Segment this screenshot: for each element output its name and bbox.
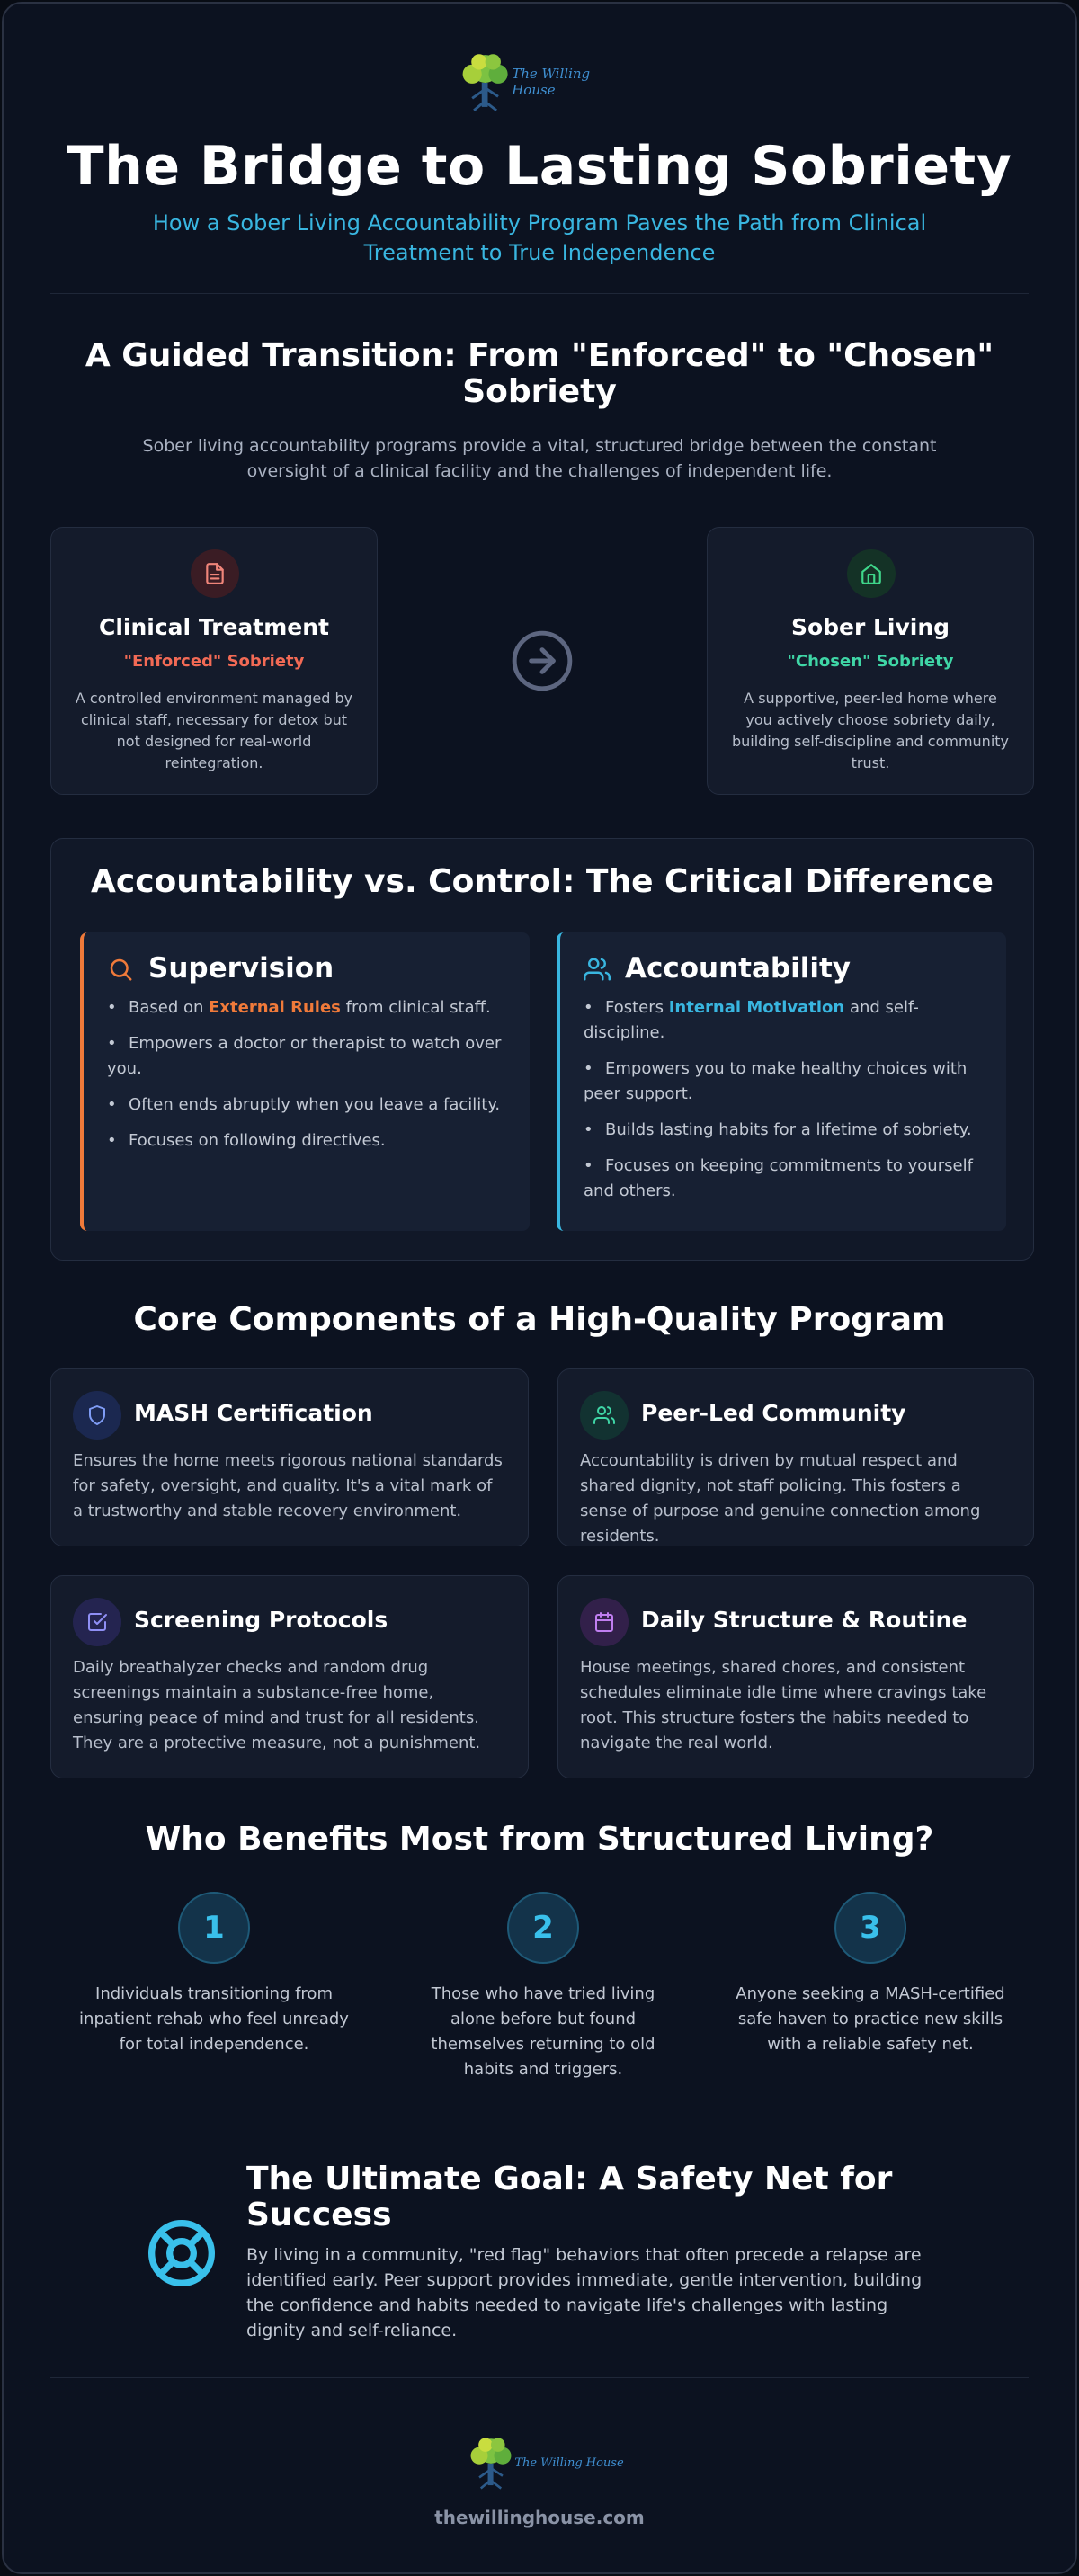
- page-subtitle: How a Sober Living Accountability Program Paves the Path from Clinical Treatment to True Independence: [152, 210, 927, 265]
- clinical-treatment-card: [50, 527, 378, 795]
- supervision-title: Supervision: [148, 952, 334, 985]
- list-item: • Fosters Internal Motivation and self-discipline.: [584, 998, 919, 1042]
- clinical-description: A controlled environment managed by clinical staff, necessary for detox but not designed for real-world reintegration.: [75, 690, 353, 771]
- accountability-list: [584, 995, 994, 1215]
- comparison-section: [50, 838, 1034, 1261]
- component-card-screening: [50, 1575, 529, 1778]
- sober-title: Sober Living: [790, 614, 950, 640]
- divider: [50, 2377, 1029, 2378]
- sober-description: A supportive, peer-led home where you actively choose sobriety daily, building self-discipline and community trust.: [731, 690, 1010, 771]
- component-description: House meetings, shared chores, and consistent schedules eliminate idle time where cravings take root. This structure fosters the habits needed to navigate the real world.: [580, 1658, 987, 1752]
- component-description: Accountability is driven by mutual respect and shared dignity, not staff policing. This fosters a sense of purpose and genuine connection among residents.: [580, 1451, 981, 1546]
- footer-url[interactable]: thewillinghouse.com: [434, 2507, 645, 2528]
- accountability-panel: [557, 932, 1006, 1231]
- home-icon: [847, 549, 896, 598]
- goal-description: By living in a community, "red flag" behaviors that often precede a relapse are identified early. Peer support provides immediate, gentle intervention, building the confidence and habits needed to navigate life's challenges with lasting dignity and self-reliance.: [246, 2245, 923, 2340]
- component-card-structure: [557, 1575, 1034, 1778]
- divider: [50, 293, 1029, 294]
- list-item: • Focuses on following directives.: [107, 1131, 386, 1150]
- sober-subtitle: "Chosen" Sobriety: [787, 652, 954, 671]
- list-item: • Based on External Rules from clinical staff.: [107, 998, 491, 1017]
- footer-logo: [462, 2433, 624, 2492]
- clinical-title: Clinical Treatment: [99, 614, 329, 640]
- arrow-right-circle-icon: [509, 628, 575, 694]
- tree-icon: [453, 49, 517, 115]
- page-title: The Bridge to Lasting Sobriety: [67, 135, 1012, 198]
- check-square-icon: [73, 1598, 121, 1646]
- supervision-panel: [80, 932, 530, 1231]
- document-icon: [191, 549, 239, 598]
- logo-wordmark: The Willing House: [514, 2456, 624, 2470]
- component-card-peer: [557, 1368, 1034, 1546]
- users-icon: [584, 956, 611, 983]
- benefit-number: 2: [507, 1892, 579, 1964]
- transition-lead: Sober living accountability programs provide a vital, structured bridge between the constant oversight of a clinical facility and the challenges of independent life.: [142, 436, 937, 481]
- transition-heading: A Guided Transition: From "Enforced" to "Chosen" Sobriety: [85, 337, 994, 410]
- logo-wordmark: The Willing House: [512, 66, 591, 98]
- list-item: • Focuses on keeping commitments to yourself and others.: [584, 1156, 973, 1200]
- list-item: • Builds lasting habits for a lifetime of sobriety.: [584, 1120, 972, 1139]
- clinical-subtitle: "Enforced" Sobriety: [123, 652, 305, 671]
- components-heading: Core Components of a High-Quality Program: [133, 1301, 946, 1338]
- list-item: • Empowers you to make healthy choices with peer support.: [584, 1059, 968, 1103]
- calendar-icon: [580, 1598, 629, 1646]
- comparison-heading: Accountability vs. Control: The Critical Difference: [91, 863, 994, 900]
- shield-icon: [73, 1391, 121, 1440]
- sober-living-card: [707, 527, 1034, 795]
- accountability-title: Accountability: [625, 952, 852, 985]
- infographic-frame: [2, 2, 1077, 2574]
- tree-icon: [462, 2434, 520, 2491]
- component-description: Daily breathalyzer checks and random drug screenings maintain a substance-free home, ensuring peace of mind and trust for all residents. They are a protective measure, not a punishment.: [73, 1658, 481, 1752]
- header-logo: [453, 49, 633, 115]
- goal-title: The Ultimate Goal: A Safety Net for Success: [246, 2161, 893, 2233]
- life-buoy-icon: [146, 2217, 218, 2289]
- component-card-mash: [50, 1368, 529, 1546]
- benefit-description: Those who have tried living alone before but found themselves returning to old habits and triggers.: [431, 1984, 655, 2079]
- component-description: Ensures the home meets rigorous national standards for safety, oversight, and quality. It's a vital mark of a trustworthy and stable recovery environment.: [73, 1451, 503, 1520]
- users-icon: [580, 1391, 629, 1440]
- search-icon: [107, 956, 134, 983]
- component-title: Screening Protocols: [134, 1607, 388, 1633]
- supervision-list: [107, 995, 517, 1164]
- component-title: Daily Structure & Routine: [641, 1607, 968, 1633]
- benefit-number: 3: [834, 1892, 906, 1964]
- benefit-description: Individuals transitioning from inpatient rehab who feel unready for total independence.: [79, 1984, 349, 2054]
- benefit-number: 1: [178, 1892, 250, 1964]
- component-title: MASH Certification: [134, 1400, 373, 1426]
- list-item: • Often ends abruptly when you leave a facility.: [107, 1095, 501, 1114]
- list-item: • Empowers a doctor or therapist to watch over you.: [107, 1034, 502, 1078]
- benefit-description: Anyone seeking a MASH-certified safe haven to practice new skills with a reliable safety net.: [736, 1984, 1005, 2054]
- component-title: Peer-Led Community: [641, 1400, 906, 1426]
- benefits-heading: Who Benefits Most from Structured Living?: [145, 1821, 934, 1858]
